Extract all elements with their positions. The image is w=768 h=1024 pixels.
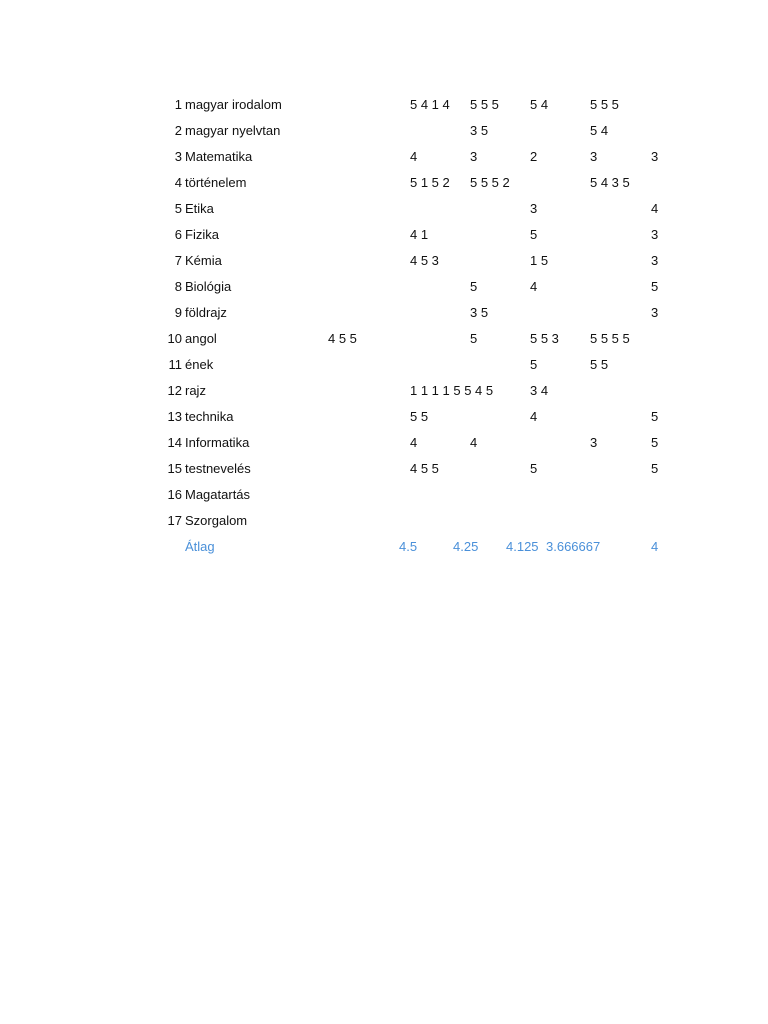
average-value: 4.5 <box>399 539 418 554</box>
grade-cell: 4 5 5 <box>410 461 439 476</box>
grade-cell: 4 <box>530 279 538 294</box>
subject-name: Matematika <box>185 149 253 164</box>
grade-cell: 4 1 <box>410 227 429 242</box>
table-row <box>0 352 768 378</box>
grade-cell: 5 5 <box>410 409 429 424</box>
subject-name: angol <box>185 331 217 346</box>
table-row <box>0 222 768 248</box>
grade-cell: 5 <box>470 331 478 346</box>
table-row <box>0 170 768 196</box>
table-row <box>0 456 768 482</box>
grade-cell: 5 <box>651 461 659 476</box>
row-number: 11 <box>168 357 182 372</box>
grade-cell: 3 5 <box>470 123 489 138</box>
subject-name: földrajz <box>185 305 227 320</box>
average-value: 4.25 <box>453 539 479 554</box>
average-label: Átlag <box>185 539 215 554</box>
subject-name: ének <box>185 357 214 372</box>
grade-cell: 5 <box>530 461 538 476</box>
grade-cell: 5 4 <box>530 97 549 112</box>
subject-name: testnevelés <box>185 461 251 476</box>
row-number: 17 <box>167 513 182 528</box>
grade-cell: 5 <box>651 435 659 450</box>
grade-cell: 3 <box>590 435 598 450</box>
subject-name: Szorgalom <box>185 513 248 528</box>
grade-cell: 3 <box>470 149 478 164</box>
row-number: 8 <box>174 279 182 294</box>
table-row <box>0 248 768 274</box>
grade-cell: 1 1 1 1 5 5 4 5 <box>410 383 494 398</box>
row-number: 3 <box>174 149 182 164</box>
grade-cell: 4 <box>530 409 538 424</box>
subject-name: magyar nyelvtan <box>185 123 281 138</box>
table-row <box>0 404 768 430</box>
grade-cell: 3 <box>530 201 538 216</box>
grade-cell: 4 <box>410 435 418 450</box>
row-number: 14 <box>167 435 182 450</box>
table-row <box>0 92 768 118</box>
grade-cell: 3 4 <box>530 383 549 398</box>
row-number: 6 <box>174 227 182 242</box>
table-row <box>0 118 768 144</box>
grade-cell: 3 <box>651 227 659 242</box>
grade-cell: 3 <box>590 149 598 164</box>
subject-name: Biológia <box>185 279 232 294</box>
grade-cell: 4 <box>470 435 478 450</box>
grade-cell: 5 4 1 4 <box>410 97 450 112</box>
subject-name: Etika <box>185 201 214 216</box>
row-number: 10 <box>167 331 182 346</box>
grade-cell: 5 <box>470 279 478 294</box>
average-value: 4.125 <box>506 539 539 554</box>
row-number: 2 <box>174 123 182 138</box>
row-number: 7 <box>174 253 182 268</box>
grade-cell: 1 5 <box>530 253 549 268</box>
grade-cell: 4 5 3 <box>410 253 439 268</box>
table-row <box>0 508 768 534</box>
average-row <box>0 534 768 560</box>
table-row <box>0 326 768 352</box>
subject-name: Magatartás <box>185 487 251 502</box>
subject-name: Kémia <box>185 253 222 268</box>
row-number: 13 <box>167 409 182 424</box>
grade-cell: 5 5 <box>590 357 609 372</box>
grade-cell: 5 <box>651 279 659 294</box>
grade-cell: 5 <box>651 409 659 424</box>
grade-cell: 5 5 5 <box>470 97 499 112</box>
grade-cell: 4 <box>651 201 659 216</box>
grade-cell: 5 4 3 5 <box>590 175 630 190</box>
subject-name: technika <box>185 409 234 424</box>
subject-name: rajz <box>185 383 206 398</box>
grade-cell: 5 5 5 5 <box>590 331 630 346</box>
grade-cell: 4 5 5 <box>328 331 357 346</box>
row-number: 16 <box>167 487 182 502</box>
row-number: 9 <box>174 305 182 320</box>
average-value: 4 <box>651 539 659 554</box>
grade-cell: 3 <box>651 253 659 268</box>
row-number: 1 <box>174 97 182 112</box>
table-row <box>0 274 768 300</box>
grade-cell: 2 <box>530 149 538 164</box>
grade-cell: 5 4 <box>590 123 609 138</box>
table-row <box>0 144 768 170</box>
grade-cell: 5 <box>530 357 538 372</box>
grade-cell: 5 1 5 2 <box>410 175 450 190</box>
table-row <box>0 430 768 456</box>
subject-name: Fizika <box>185 227 219 242</box>
subject-name: Informatika <box>185 435 250 450</box>
row-number: 12 <box>167 383 182 398</box>
grade-cell: 3 5 <box>470 305 489 320</box>
grade-cell: 5 <box>530 227 538 242</box>
row-number: 5 <box>174 201 182 216</box>
average-value: 3.666667 <box>546 539 601 554</box>
row-number: 15 <box>167 461 182 476</box>
table-row <box>0 300 768 326</box>
row-number: 4 <box>174 175 182 190</box>
grade-cell: 3 <box>651 305 659 320</box>
grade-cell: 5 5 5 2 <box>470 175 510 190</box>
subject-name: magyar irodalom <box>185 97 282 112</box>
table-row <box>0 196 768 222</box>
grade-cell: 5 5 3 <box>530 331 559 346</box>
subject-name: történelem <box>185 175 247 190</box>
grade-cell: 3 <box>651 149 659 164</box>
grade-cell: 5 5 5 <box>590 97 619 112</box>
table-row <box>0 482 768 508</box>
grade-cell: 4 <box>410 149 418 164</box>
table-row <box>0 378 768 404</box>
